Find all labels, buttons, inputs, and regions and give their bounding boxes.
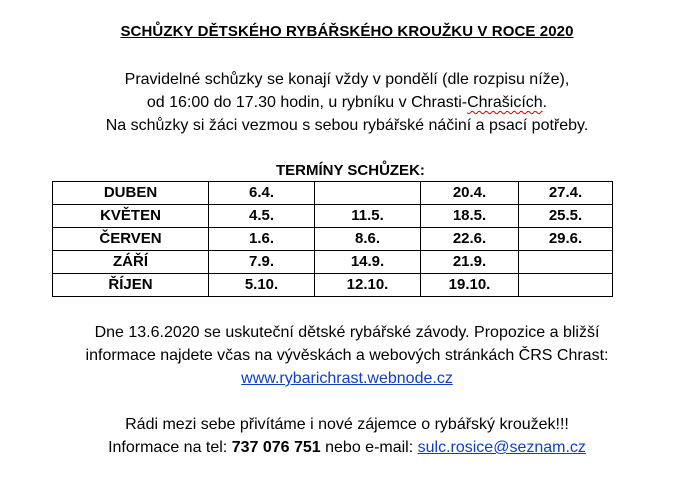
- intro-place-name: Chrašicích: [467, 94, 543, 111]
- date-cell: 25.5.: [519, 205, 613, 228]
- month-cell: DUBEN: [53, 182, 209, 205]
- date-cell: 29.6.: [519, 228, 613, 251]
- date-cell: 27.4.: [519, 182, 613, 205]
- date-cell: 5.10.: [209, 274, 315, 297]
- month-cell: ČERVEN: [53, 228, 209, 251]
- date-cell: 8.6.: [315, 228, 421, 251]
- race-line-1: Dne 13.6.2020 se uskuteční dětské rybářské závody. Propozice a bližší: [94, 324, 600, 341]
- date-cell: 6.4.: [209, 182, 315, 205]
- table-row: [53, 274, 613, 297]
- date-cell: [519, 251, 613, 274]
- date-cell: 11.5.: [315, 205, 421, 228]
- contact-prefix: Informace na tel:: [108, 439, 232, 456]
- contact-middle: nebo e-mail:: [320, 439, 418, 456]
- date-cell: 7.9.: [209, 251, 315, 274]
- month-cell: KVĚTEN: [53, 205, 209, 228]
- table-row: [53, 205, 613, 228]
- date-cell: 21.9.: [421, 251, 519, 274]
- contact-line: [0, 436, 694, 459]
- date-cell: 4.5.: [209, 205, 315, 228]
- intro-line-2: [0, 91, 694, 114]
- date-cell: 1.6.: [209, 228, 315, 251]
- table-row: [53, 251, 613, 274]
- table-row: [53, 182, 613, 205]
- date-cell: 20.4.: [421, 182, 519, 205]
- intro-line-2-prefix: od 16:00 do 17.30 hodin, u rybníku v Chrasti-: [146, 94, 468, 111]
- date-cell: [519, 274, 613, 297]
- intro-paragraph: [0, 68, 694, 137]
- welcome-paragraph: [0, 413, 694, 459]
- phone-number: 737 076 751: [231, 439, 321, 456]
- document-title: SCHŮZKY DĚTSKÉHO RYBÁŘSKÉHO KROUŽKU V ROCE 2020: [120, 23, 574, 40]
- date-cell: 22.6.: [421, 228, 519, 251]
- date-cell: 14.9.: [315, 251, 421, 274]
- date-cell: 12.10.: [315, 274, 421, 297]
- month-cell: ŘÍJEN: [53, 274, 209, 297]
- welcome-line: Rádi mezi sebe přivítáme i nové zájemce o rybářský kroužek!!!: [125, 416, 569, 433]
- schedule-heading: TERMÍNY SCHŮZEK:: [276, 162, 425, 179]
- schedule-table: [52, 181, 613, 297]
- intro-line-1: Pravidelné schůzky se konají vždy v pondělí (dle rozpisu níže),: [124, 71, 570, 88]
- email-link[interactable]: sulc.rosice@seznam.cz: [417, 439, 586, 456]
- date-cell: [315, 182, 421, 205]
- intro-line-2-suffix: .: [542, 94, 548, 111]
- race-line-2: informace najdete včas na vývěskách a webových stránkách ČRS Chrast:: [85, 347, 609, 364]
- table-row: [53, 228, 613, 251]
- date-cell: 18.5.: [421, 205, 519, 228]
- website-link[interactable]: www.rybarichrast.webnode.cz: [241, 370, 453, 387]
- month-cell: ZÁŘÍ: [53, 251, 209, 274]
- intro-line-3: Na schůzky si žáci vezmou s sebou rybářské náčiní a psací potřeby.: [105, 117, 589, 134]
- race-paragraph: [0, 321, 694, 390]
- date-cell: 19.10.: [421, 274, 519, 297]
- race-website-line: [0, 367, 694, 390]
